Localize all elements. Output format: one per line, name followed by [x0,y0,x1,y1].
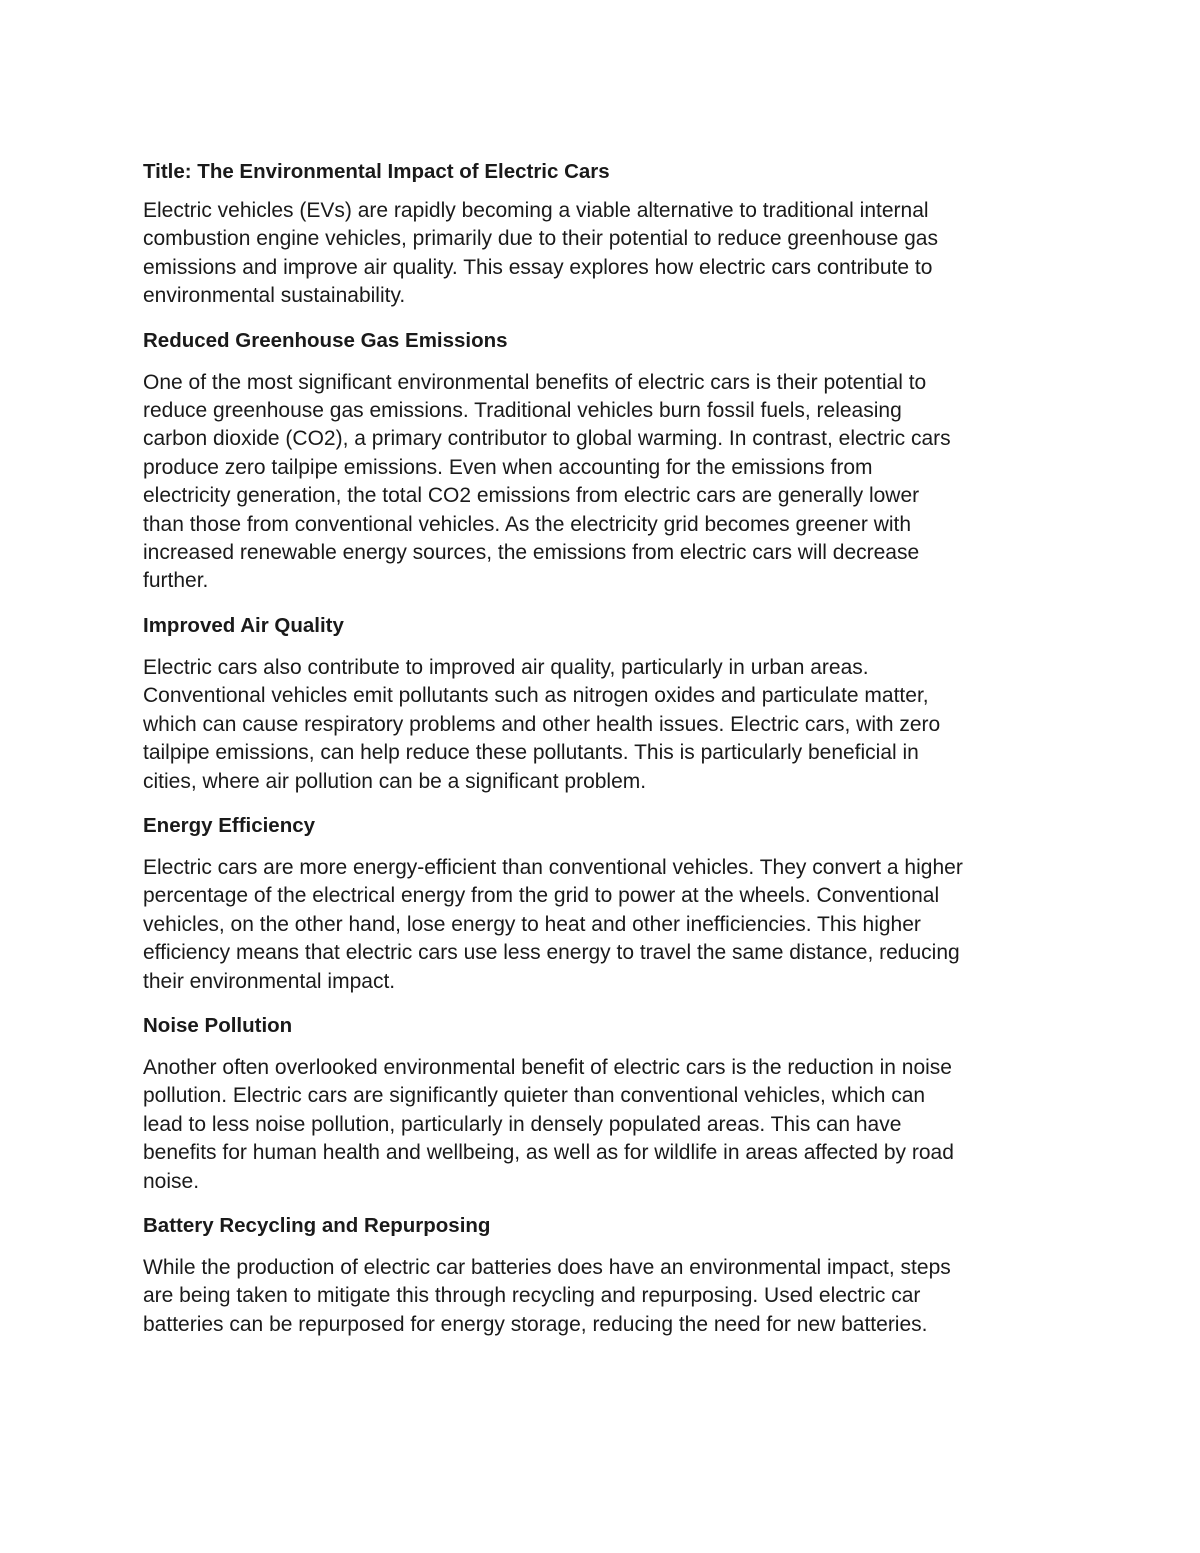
text-line: which can cause respiratory problems and other health issues. Electric cars, with zero [143,712,941,736]
text-line: batteries can be repurposed for energy storage, reducing the need for new batteries. [143,1312,928,1336]
text-line: noise. [143,1169,200,1193]
text-line: tailpipe emissions, can help reduce these pollutants. This is particularly beneficial in [143,741,919,765]
document-title: Title: The Environmental Impact of Electric Cars [143,160,610,183]
text-line: Electric cars are more energy-efficient than conventional vehicles. They convert a higher [143,855,963,879]
text-line: electricity generation, the total CO2 emissions from electric cars are generally lower [143,484,920,508]
text-line: environmental sustainability. [143,284,406,308]
text-line: Electric cars also contribute to improved air quality, particularly in urban areas. [143,655,869,679]
text-line: percentage of the electrical energy from the grid to power at the wheels. Conventional [143,884,940,908]
text-line: vehicles, on the other hand, lose energy to heat and other inefficiencies. This higher [143,912,921,936]
text-line: carbon dioxide (CO2), a primary contributor to global warming. In contrast, electric cars [143,427,951,451]
text-line: lead to less noise pollution, particularly in densely populated areas. This can have [143,1112,902,1136]
text-line: their environmental impact. [143,969,396,993]
text-line: than those from conventional vehicles. As the electricity grid becomes greener with [143,512,912,536]
section-paragraph [143,1254,1068,1339]
text-line: reduce greenhouse gas emissions. Traditional vehicles burn fossil fuels, releasing [143,399,902,423]
text-line: combustion engine vehicles, primarily due to their potential to reduce greenhouse gas [143,227,938,251]
text-line: cities, where air pollution can be a significant problem. [143,769,647,793]
text-line: Another often overlooked environmental benefit of electric cars is the reduction in noise [143,1055,952,1079]
section-paragraph [143,1054,1068,1196]
intro-paragraph [143,197,1068,311]
section-heading: Noise Pollution [143,1013,293,1037]
text-line: further. [143,569,209,593]
text-line: Conventional vehicles emit pollutants such as nitrogen oxides and particulate matter, [143,684,929,708]
text-line: efficiency means that electric cars use less energy to travel the same distance, reducing [143,941,960,965]
text-line: benefits for human health and wellbeing, as well as for wildlife in areas affected by road [143,1141,954,1165]
text-line: are being taken to mitigate this through recycling and repurposing. Used electric car [143,1284,921,1308]
section-paragraph [143,369,1068,596]
text-line: emissions and improve air quality. This essay explores how electric cars contribute to [143,255,933,279]
section-paragraph [143,654,1068,796]
text-line: One of the most significant environmental benefits of electric cars is their potential to [143,370,927,394]
section-paragraph [143,854,1068,996]
section-heading: Energy Efficiency [143,813,316,837]
text-line: While the production of electric car batteries does have an environmental impact, steps [143,1255,951,1279]
text-line: Electric vehicles (EVs) are rapidly becoming a viable alternative to traditional internal [143,199,929,222]
section-heading: Reduced Greenhouse Gas Emissions [143,328,508,352]
section-heading: Improved Air Quality [143,613,344,637]
text-line: increased renewable energy sources, the emissions from electric cars will decrease [143,541,920,565]
section-heading: Battery Recycling and Repurposing [143,1213,491,1237]
text-line: pollution. Electric cars are significantly quieter than conventional vehicles, which can [143,1084,926,1108]
document-body [143,157,1068,1354]
text-line: produce zero tailpipe emissions. Even when accounting for the emissions from [143,455,873,479]
